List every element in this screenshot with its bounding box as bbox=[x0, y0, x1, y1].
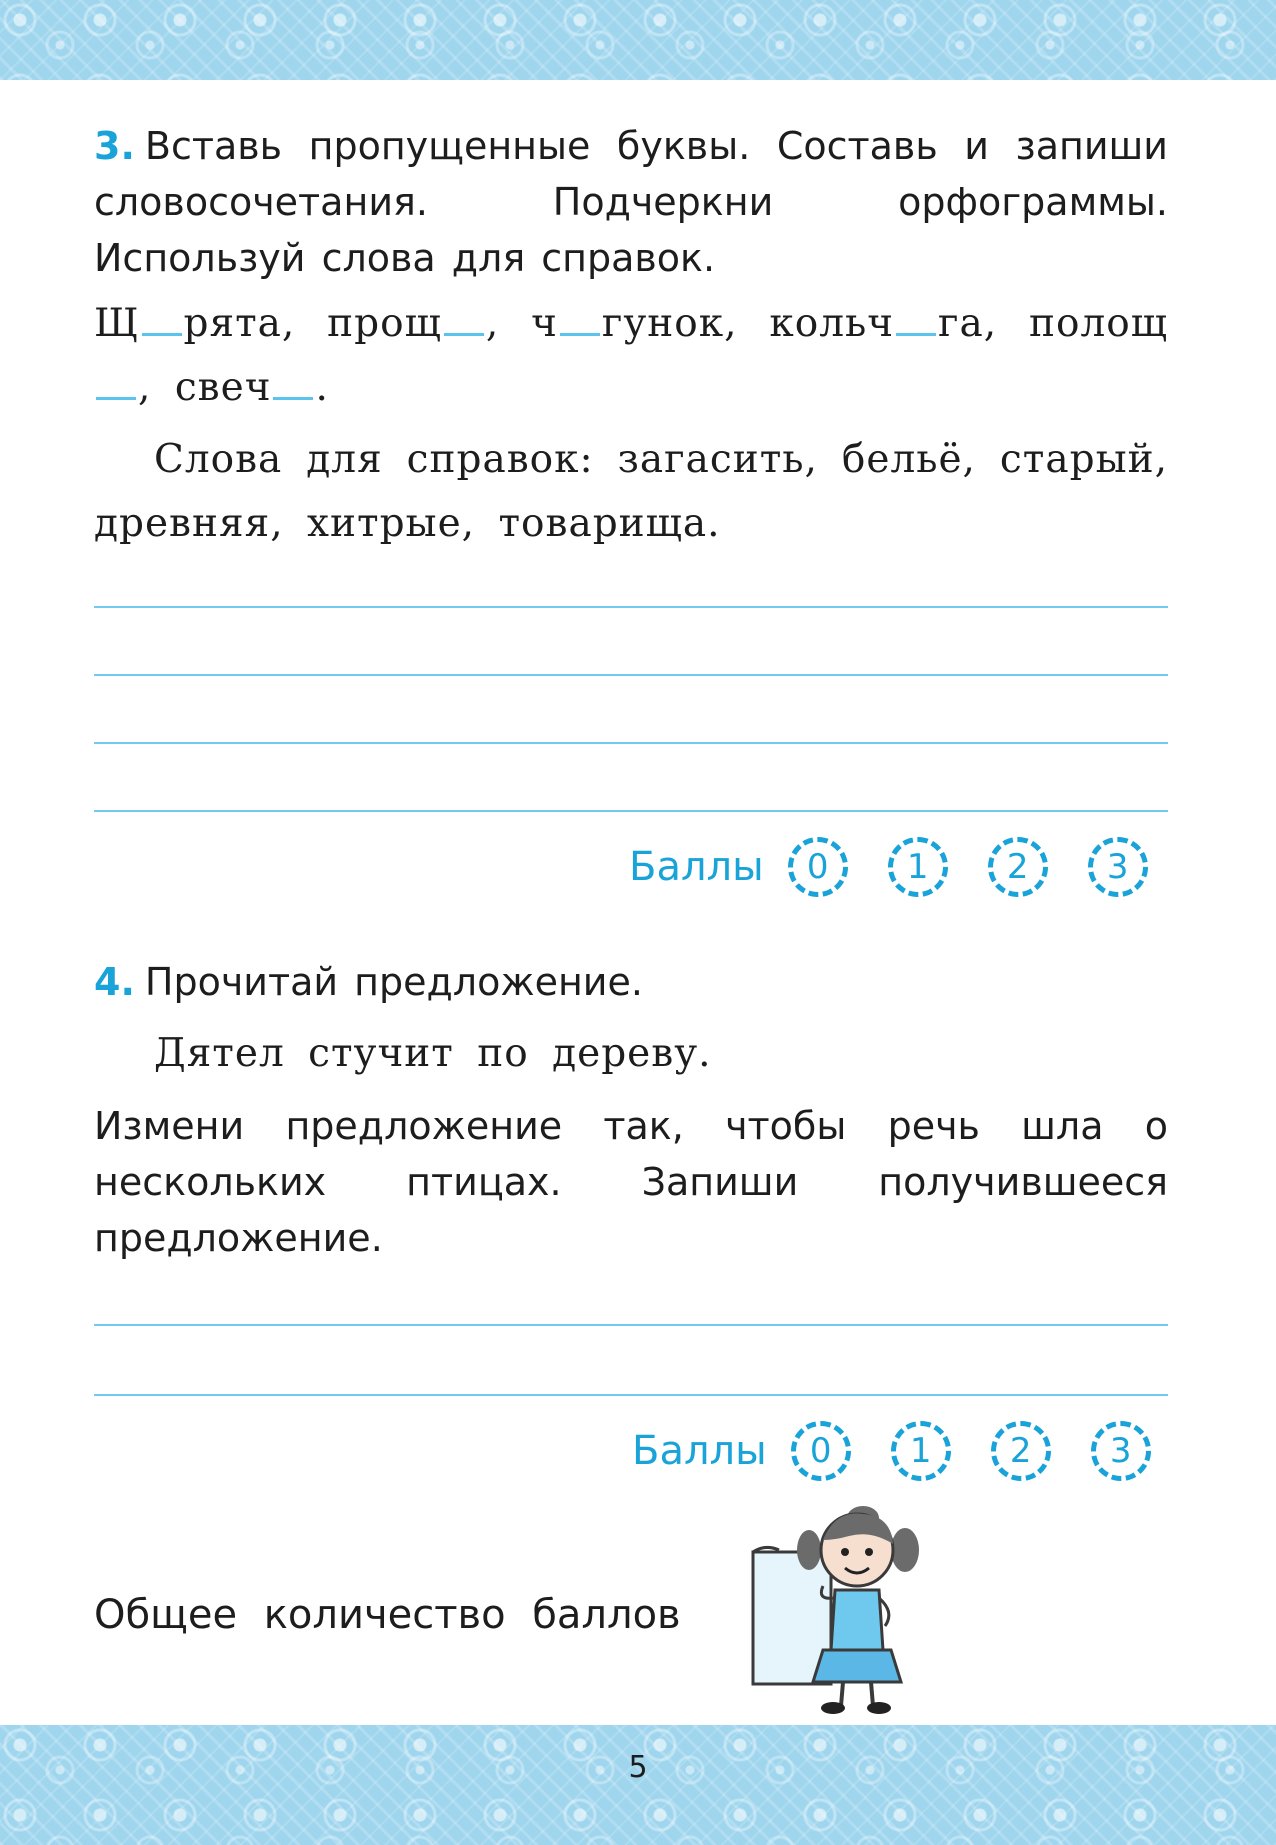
answer-line[interactable] bbox=[94, 810, 1168, 812]
word-fragment: . bbox=[315, 365, 329, 410]
missing-letter-blank[interactable] bbox=[444, 303, 484, 336]
decorative-top-border bbox=[0, 0, 1276, 80]
task-4-score bbox=[632, 1416, 1151, 1486]
score-label: Баллы bbox=[629, 844, 764, 890]
task-4-instruction-text: Прочитай предложение. bbox=[144, 960, 643, 1004]
answer-line[interactable] bbox=[94, 606, 1168, 608]
word-fragment: рята, bbox=[183, 301, 296, 346]
score-option-1[interactable]: 1 bbox=[891, 1421, 951, 1481]
decorative-bottom-border bbox=[0, 1725, 1276, 1845]
girl-holding-sign-illustration bbox=[745, 1500, 940, 1720]
task-3-words bbox=[94, 292, 1168, 420]
score-option-3[interactable]: 3 bbox=[1091, 1421, 1151, 1481]
word-fragment: , bbox=[485, 301, 500, 346]
task-3-instruction bbox=[94, 118, 1168, 286]
score-label: Баллы bbox=[632, 1428, 767, 1474]
missing-letter-blank[interactable] bbox=[896, 303, 936, 336]
word-fragment: , bbox=[138, 365, 152, 410]
word-fragment: кольч bbox=[769, 301, 895, 346]
task-4-number: 4. bbox=[94, 960, 135, 1004]
answer-line[interactable] bbox=[94, 1394, 1168, 1396]
missing-letter-blank[interactable] bbox=[142, 303, 182, 336]
missing-letter-blank[interactable] bbox=[560, 303, 600, 336]
task-3-reference-words: Слова для справок: загасить, бельё, старый, древняя, хитрые, товарища. bbox=[94, 437, 1168, 546]
answer-line[interactable] bbox=[94, 742, 1168, 744]
score-option-0[interactable]: 0 bbox=[788, 837, 848, 897]
word-fragment: полощ bbox=[1028, 301, 1168, 346]
score-option-1[interactable]: 1 bbox=[888, 837, 948, 897]
task-4-instruction bbox=[94, 954, 1168, 1010]
score-option-0[interactable]: 0 bbox=[791, 1421, 851, 1481]
task-4-task-text: Измени предложение так, чтобы речь шла о нескольких птицах. Запиши получившееся предложение. bbox=[94, 1104, 1168, 1260]
word-fragment: ч bbox=[531, 301, 558, 346]
task-3-score bbox=[629, 832, 1148, 902]
missing-letter-blank[interactable] bbox=[273, 367, 313, 400]
word-fragment: свеч bbox=[174, 365, 272, 410]
task-3-number: 3. bbox=[94, 124, 135, 168]
word-fragment: га, bbox=[938, 301, 998, 346]
task-3-instruction-text: Вставь пропущенные буквы. Составь и запиши словосочетания. Подчеркни орфограммы. Используй слова для справок. bbox=[94, 124, 1168, 280]
score-option-2[interactable]: 2 bbox=[991, 1421, 1051, 1481]
word-fragment: Щ bbox=[94, 301, 140, 346]
missing-letter-blank[interactable] bbox=[96, 367, 136, 400]
total-score-label: Общее количество баллов bbox=[94, 1592, 681, 1638]
score-option-3[interactable]: 3 bbox=[1088, 837, 1148, 897]
score-option-2[interactable]: 2 bbox=[988, 837, 1048, 897]
answer-line[interactable] bbox=[94, 674, 1168, 676]
word-fragment: прощ bbox=[327, 301, 442, 346]
answer-line[interactable] bbox=[94, 1324, 1168, 1326]
page-number: 5 bbox=[628, 1750, 648, 1785]
word-fragment: гунок, bbox=[601, 301, 738, 346]
task-4-sentence: Дятел стучит по дереву. bbox=[154, 1031, 712, 1076]
